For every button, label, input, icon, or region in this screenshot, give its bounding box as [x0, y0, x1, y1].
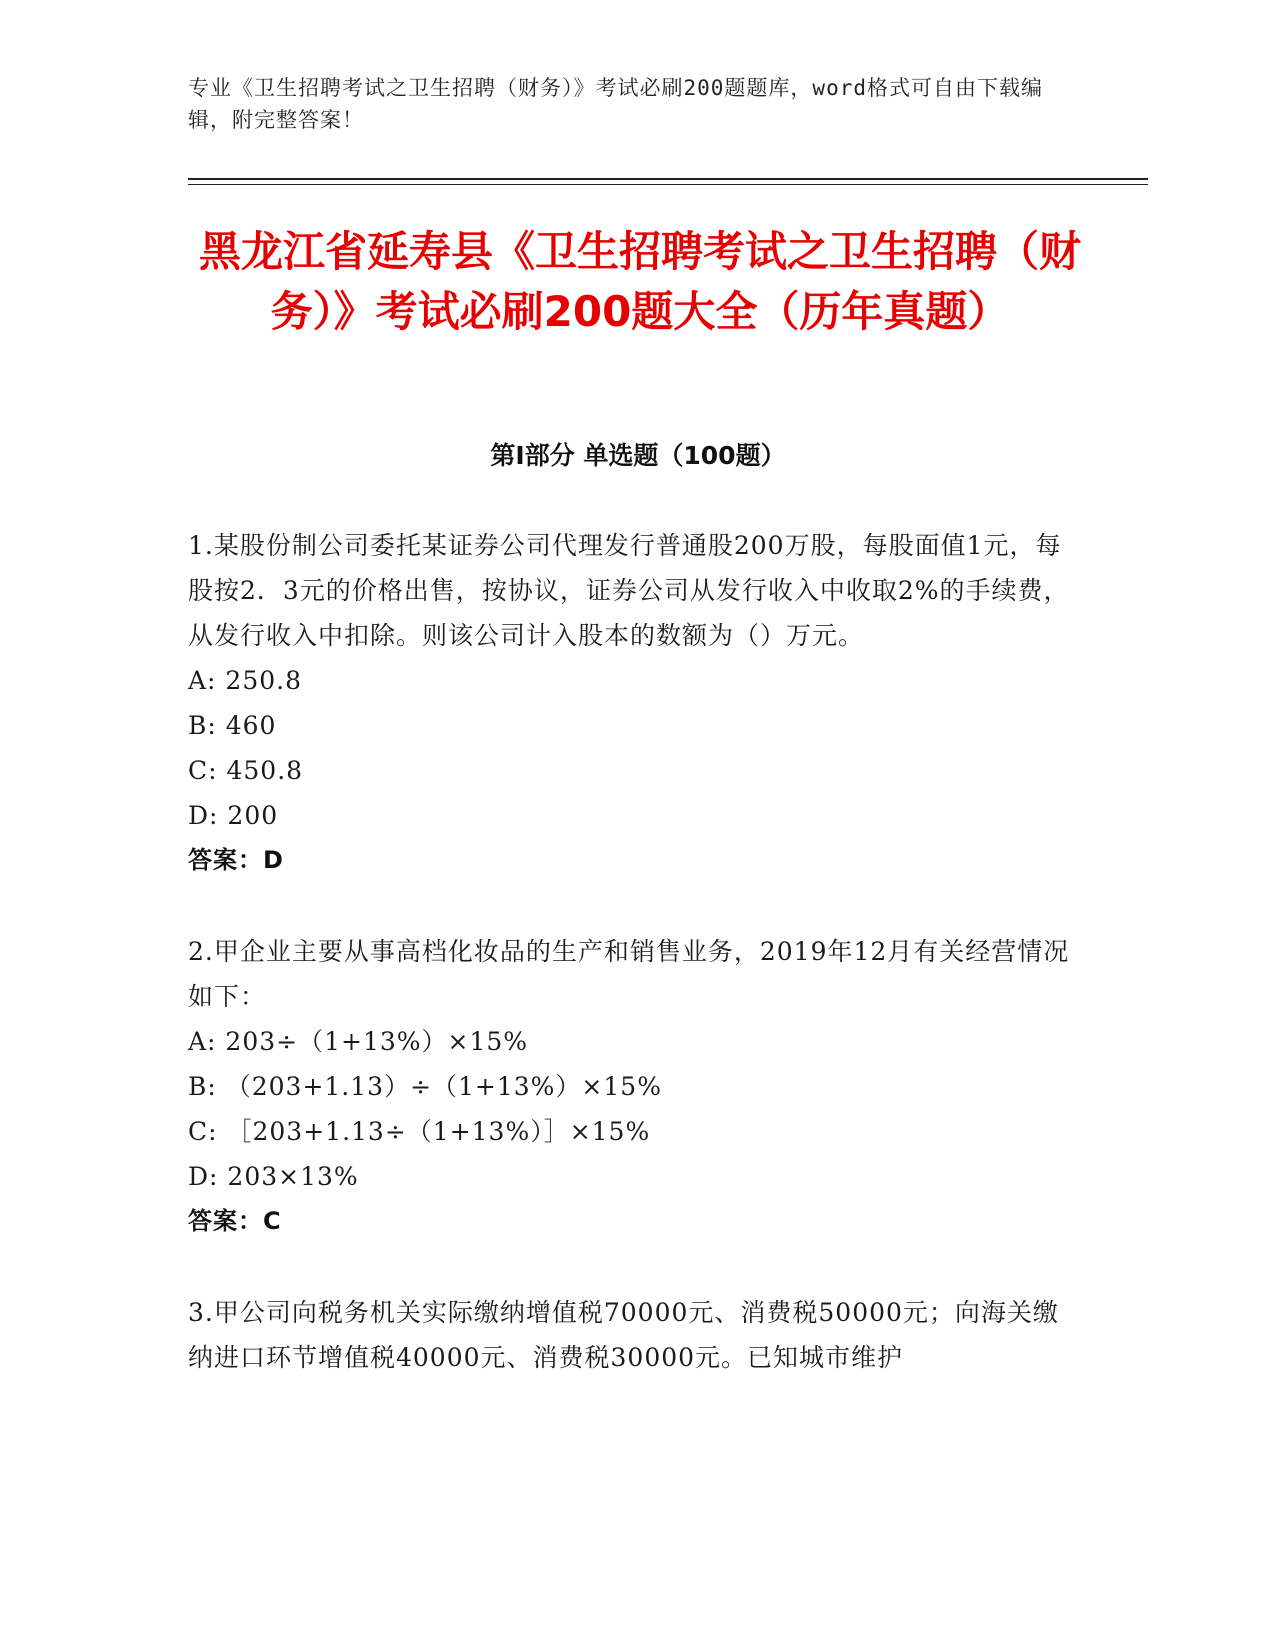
option-d: D: 203×13%	[188, 1162, 359, 1191]
question-list	[188, 523, 1078, 1426]
header-divider-thin	[188, 184, 1148, 185]
option-a: A: 250.8	[188, 666, 302, 695]
document-title: 黑龙江省延寿县《卫生招聘考试之卫生招聘（财务）》考试必刷200题大全（历年真题）	[198, 227, 1081, 336]
question-stem: 1.某股份制公司委托某证券公司代理发行普通股200万股，每股面值1元，每股按2．3元的价格出售，按协议，证券公司从发行收入中收取2%的手续费，从发行收入中扣除。则该公司计入股本的数额为（）万元。	[188, 531, 1070, 650]
option-b: B: 460	[188, 711, 277, 740]
question-2	[188, 929, 1078, 1244]
option-a: A: 203÷（1+13%）×15%	[188, 1027, 529, 1056]
option-c: C: 450.8	[188, 756, 304, 785]
question-3	[188, 1290, 1078, 1380]
question-stem: 3.甲公司向税务机关实际缴纳增值税70000元、消费税50000元；向海关缴纳进口环节增值税40000元、消费税30000元。已知城市维护	[188, 1298, 1059, 1372]
section-heading: 第I部分 单选题（100题）	[490, 441, 786, 470]
question-1	[188, 523, 1078, 883]
answer-line: 答案：D	[188, 846, 284, 874]
option-c: C: ［203+1.13÷（1+13%）］×15%	[188, 1117, 651, 1146]
option-b: B: （203+1.13）÷（1+13%）×15%	[188, 1072, 662, 1101]
header-note: 专业《卫生招聘考试之卫生招聘（财务）》考试必刷200题题库，word格式可自由下载编辑，附完整答案！	[188, 76, 1043, 132]
question-stem: 2.甲企业主要从事高档化妆品的生产和销售业务，2019年12月有关经营情况如下：	[188, 937, 1070, 1011]
option-d: D: 200	[188, 801, 279, 830]
answer-line: 答案：C	[188, 1207, 282, 1235]
header-divider	[188, 178, 1148, 180]
